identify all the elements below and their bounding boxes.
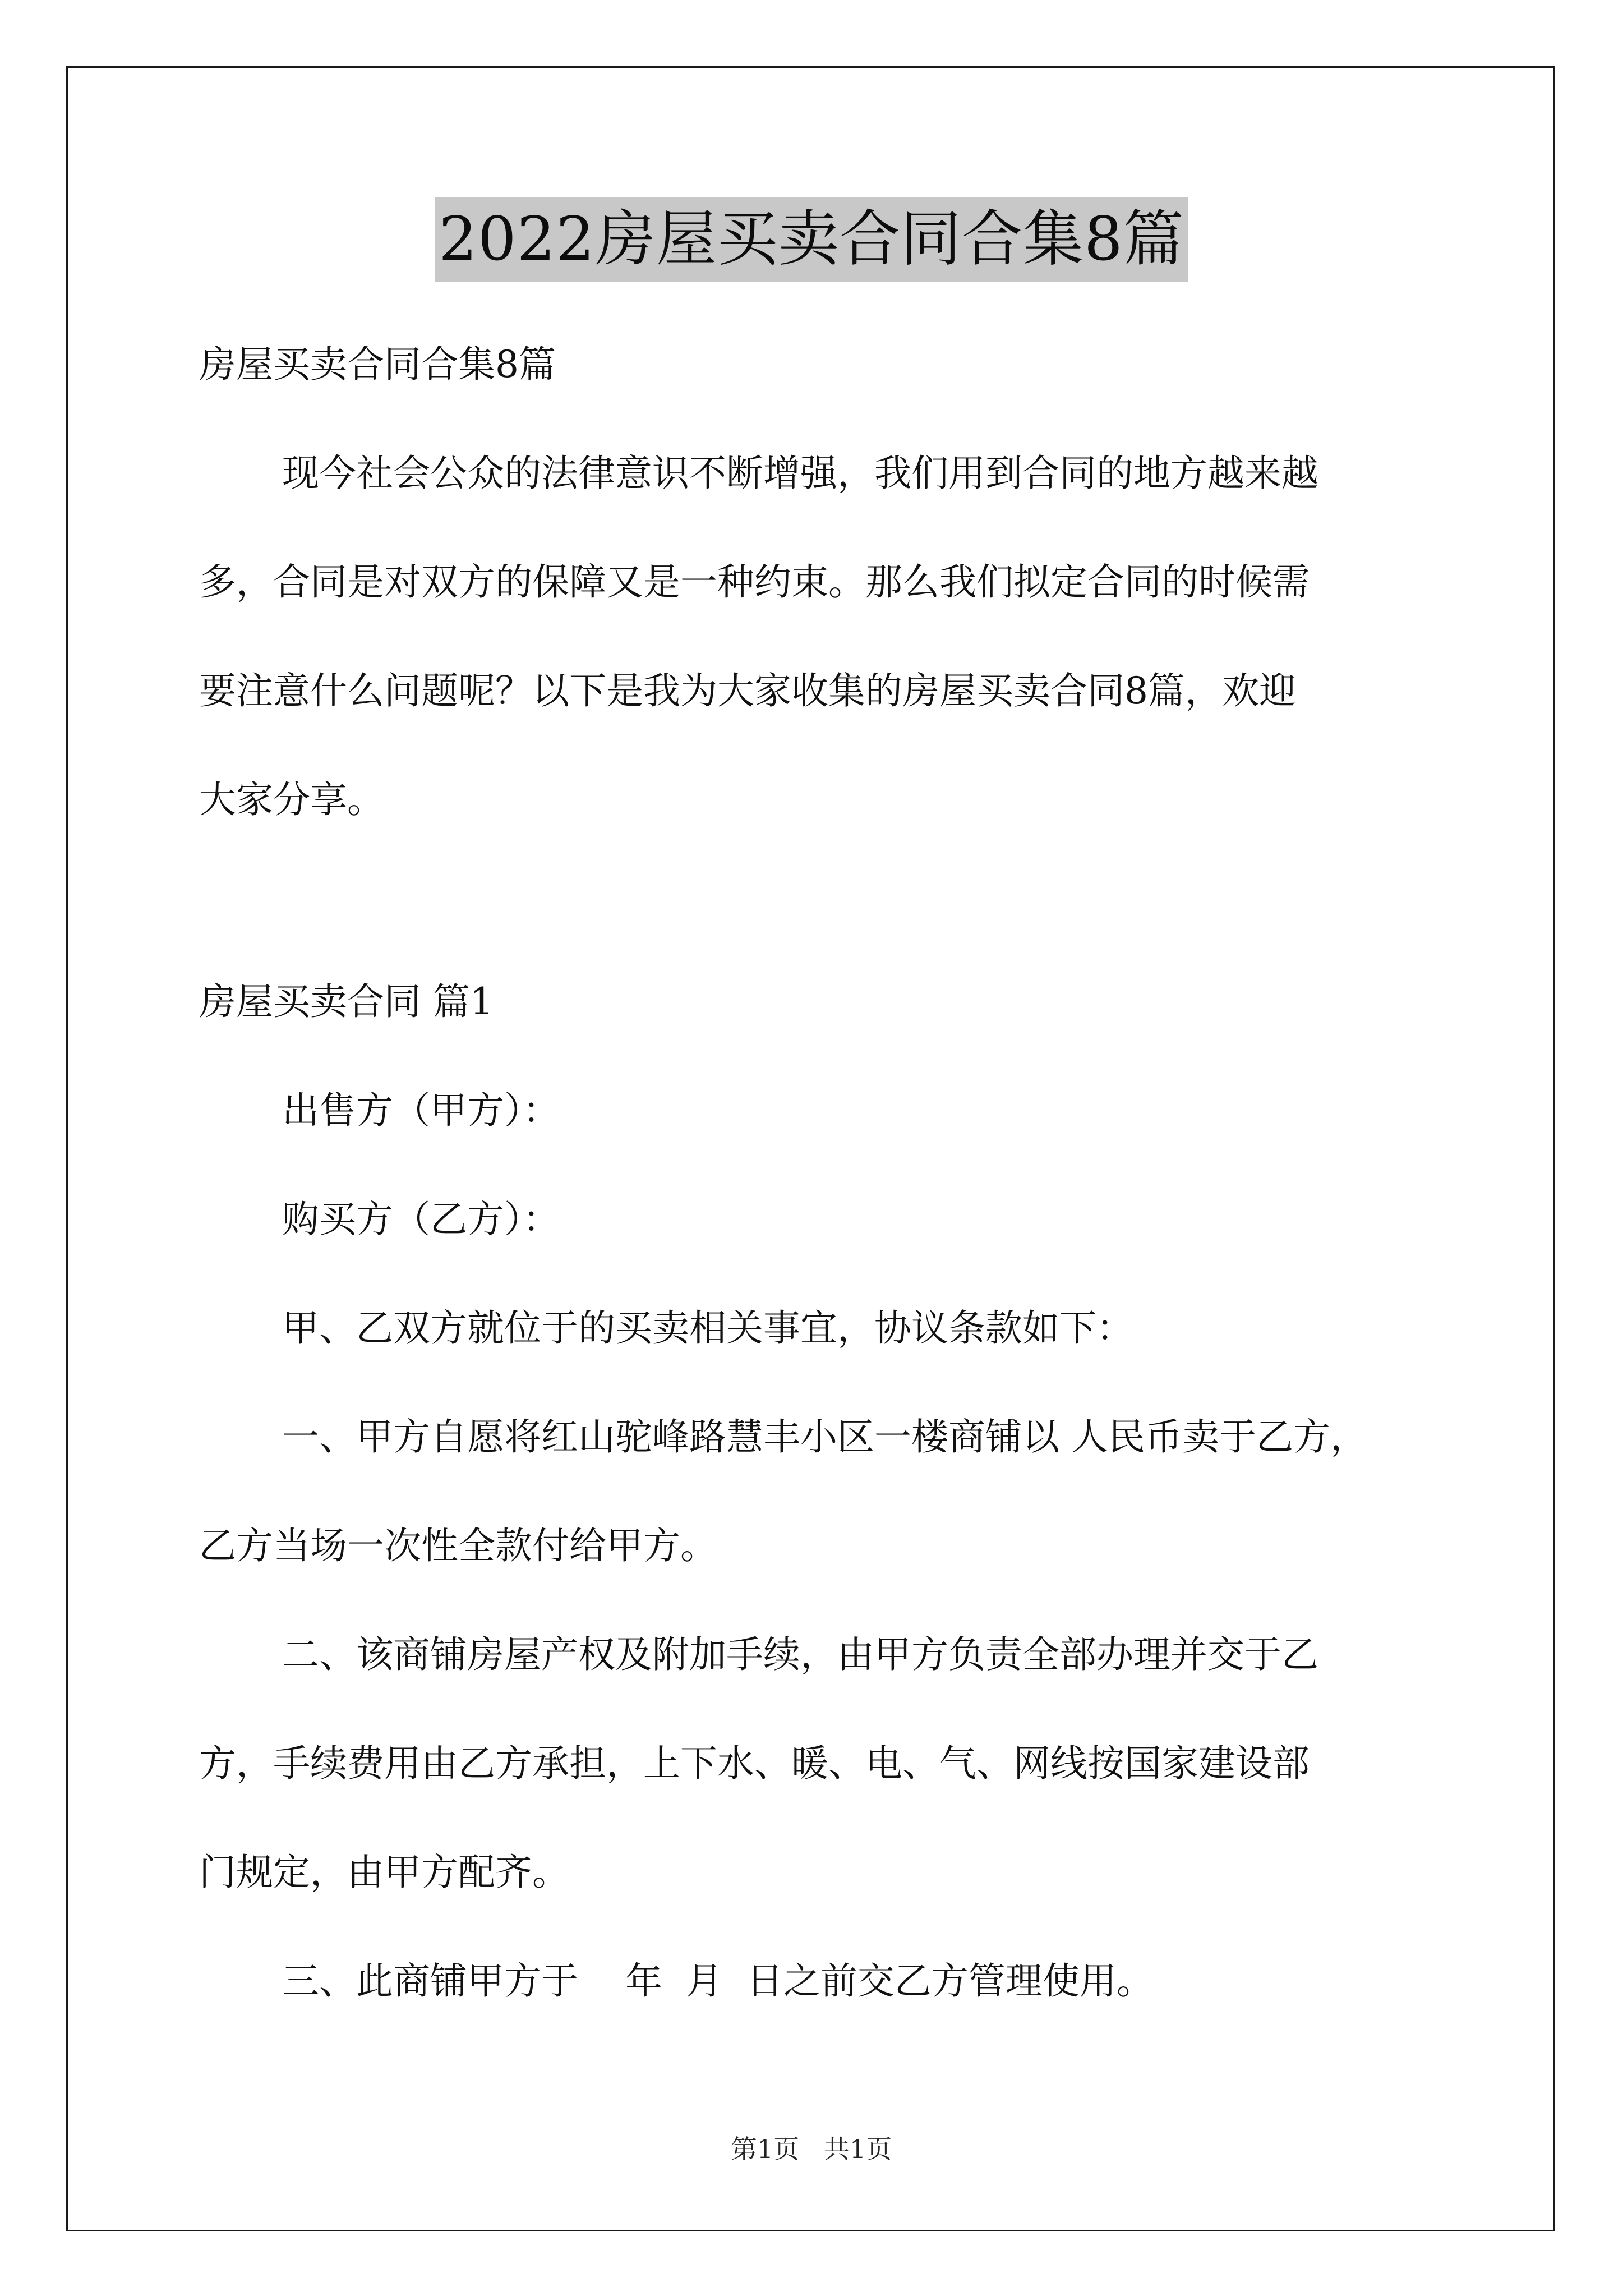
page-footer: 第1页 共1页 (731, 2134, 892, 2164)
clause2-line-2: 方，手续费用由乙方承担，上下水、暖、电、气、网线按国家建设部 (199, 1742, 1310, 1785)
clause2-line-1: 二、该商铺房屋产权及附加手续，由甲方负责全部办理并交于乙 (282, 1633, 1318, 1676)
clause2-line-3: 门规定，由甲方配齐。 (199, 1851, 569, 1894)
document-title: 2022房屋买卖合同合集8篇 (435, 197, 1188, 282)
intro-line-2: 多，合同是对双方的保障又是一种约束。那么我们拟定合同的时候需 (199, 560, 1310, 604)
clause1-line-2: 乙方当场一次性全款付给甲方。 (199, 1524, 717, 1567)
intro-line-3: 要注意什么问题呢？以下是我为大家收集的房屋买卖合同8篇，欢迎 (199, 669, 1296, 712)
seller-line: 出售方（甲方）： (282, 1089, 560, 1132)
section-heading: 房屋买卖合同 篇1 (199, 980, 494, 1023)
clause3-line: 三、此商铺甲方于 年 月 日之前交乙方管理使用。 (282, 1959, 1154, 2003)
intro-line-4: 大家分享。 (199, 778, 384, 821)
clause1-line-1: 一、甲方自愿将红山驼峰路慧丰小区一楼商铺以 人民币卖于乙方， (282, 1415, 1367, 1458)
title-container (0, 197, 1623, 282)
agreement-line: 甲、乙双方就位于的买卖相关事宜，协议条款如下： (282, 1306, 1133, 1350)
document-body (199, 337, 1433, 2009)
intro-line-1: 现今社会公众的法律意识不断增强，我们用到合同的地方越来越 (282, 452, 1318, 495)
buyer-line: 购买方（乙方）： (282, 1198, 560, 1241)
subtitle: 房屋买卖合同合集8篇 (199, 343, 556, 386)
